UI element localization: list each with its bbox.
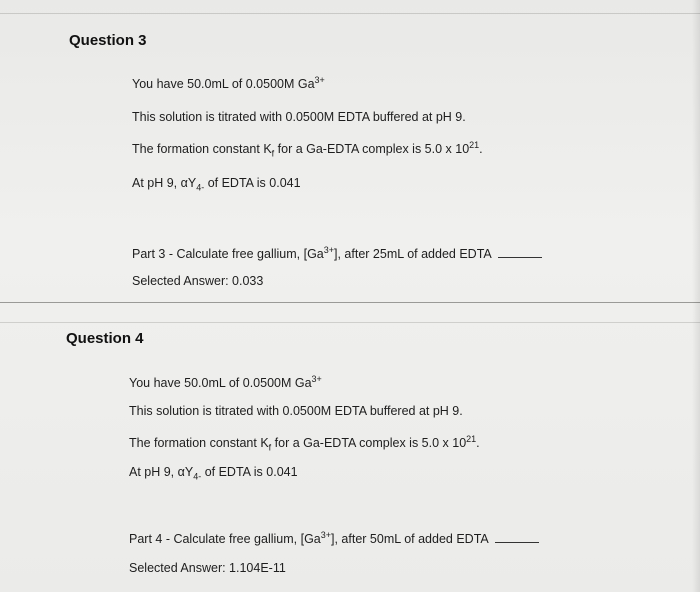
part-post: ], after 50mL of added EDTA bbox=[331, 532, 489, 547]
formation-constant-text bbox=[132, 140, 483, 159]
exponent-superscript: 21 bbox=[469, 140, 480, 150]
part-superscript: 3+ bbox=[323, 245, 335, 255]
part-post: ], after 25mL of added EDTA bbox=[334, 247, 492, 262]
formation-post: . bbox=[479, 142, 483, 157]
alpha-post: of EDTA is 0.041 bbox=[201, 465, 298, 479]
part-question bbox=[129, 530, 539, 546]
alpha-subscript: 4- bbox=[193, 471, 202, 482]
edge-shadow bbox=[692, 0, 700, 592]
alpha-subscript: 4- bbox=[196, 182, 205, 193]
kf-subscript: f bbox=[268, 442, 272, 453]
part-superscript: 3+ bbox=[320, 530, 332, 540]
charge-superscript: 3+ bbox=[311, 374, 322, 384]
part-pre: Part 3 - Calculate free gallium, [Ga bbox=[132, 247, 324, 262]
answer-blank bbox=[495, 542, 539, 543]
alpha-text bbox=[129, 465, 298, 482]
alpha-pre: At pH 9, αY bbox=[129, 465, 194, 479]
formation-mid: for a Ga-EDTA complex is 5.0 x 10 bbox=[274, 142, 470, 157]
alpha-pre: At pH 9, αY bbox=[132, 176, 197, 190]
part-question bbox=[132, 245, 542, 261]
formation-post: . bbox=[476, 436, 480, 451]
question-title: Question 4 bbox=[66, 330, 144, 347]
alpha-post: of EDTA is 0.041 bbox=[204, 176, 301, 190]
question-intro bbox=[129, 374, 322, 390]
exponent-superscript: 21 bbox=[466, 434, 477, 444]
formation-pre: The formation constant K bbox=[132, 142, 272, 157]
formation-constant-text bbox=[129, 434, 480, 453]
kf-subscript: f bbox=[271, 148, 275, 159]
selected-answer: Selected Answer: 1.104E-11 bbox=[129, 561, 286, 575]
charge-superscript: 3+ bbox=[314, 75, 325, 85]
question-4-block bbox=[0, 302, 700, 592]
formation-mid: for a Ga-EDTA complex is 5.0 x 10 bbox=[271, 436, 467, 451]
formation-pre: The formation constant K bbox=[129, 436, 269, 451]
answer-blank bbox=[498, 257, 542, 258]
alpha-text bbox=[132, 176, 301, 193]
selected-answer: Selected Answer: 0.033 bbox=[132, 274, 264, 288]
question-title: Question 3 bbox=[69, 32, 147, 49]
question-intro bbox=[132, 75, 325, 91]
part-pre: Part 4 - Calculate free gallium, [Ga bbox=[129, 532, 321, 547]
intro-text: You have 50.0mL of 0.0500M Ga bbox=[129, 376, 312, 391]
titration-text: This solution is titrated with 0.0500M EDTA buffered at pH 9. bbox=[129, 404, 463, 418]
intro-text: You have 50.0mL of 0.0500M Ga bbox=[132, 77, 315, 92]
titration-text: This solution is titrated with 0.0500M EDTA buffered at pH 9. bbox=[132, 110, 466, 124]
